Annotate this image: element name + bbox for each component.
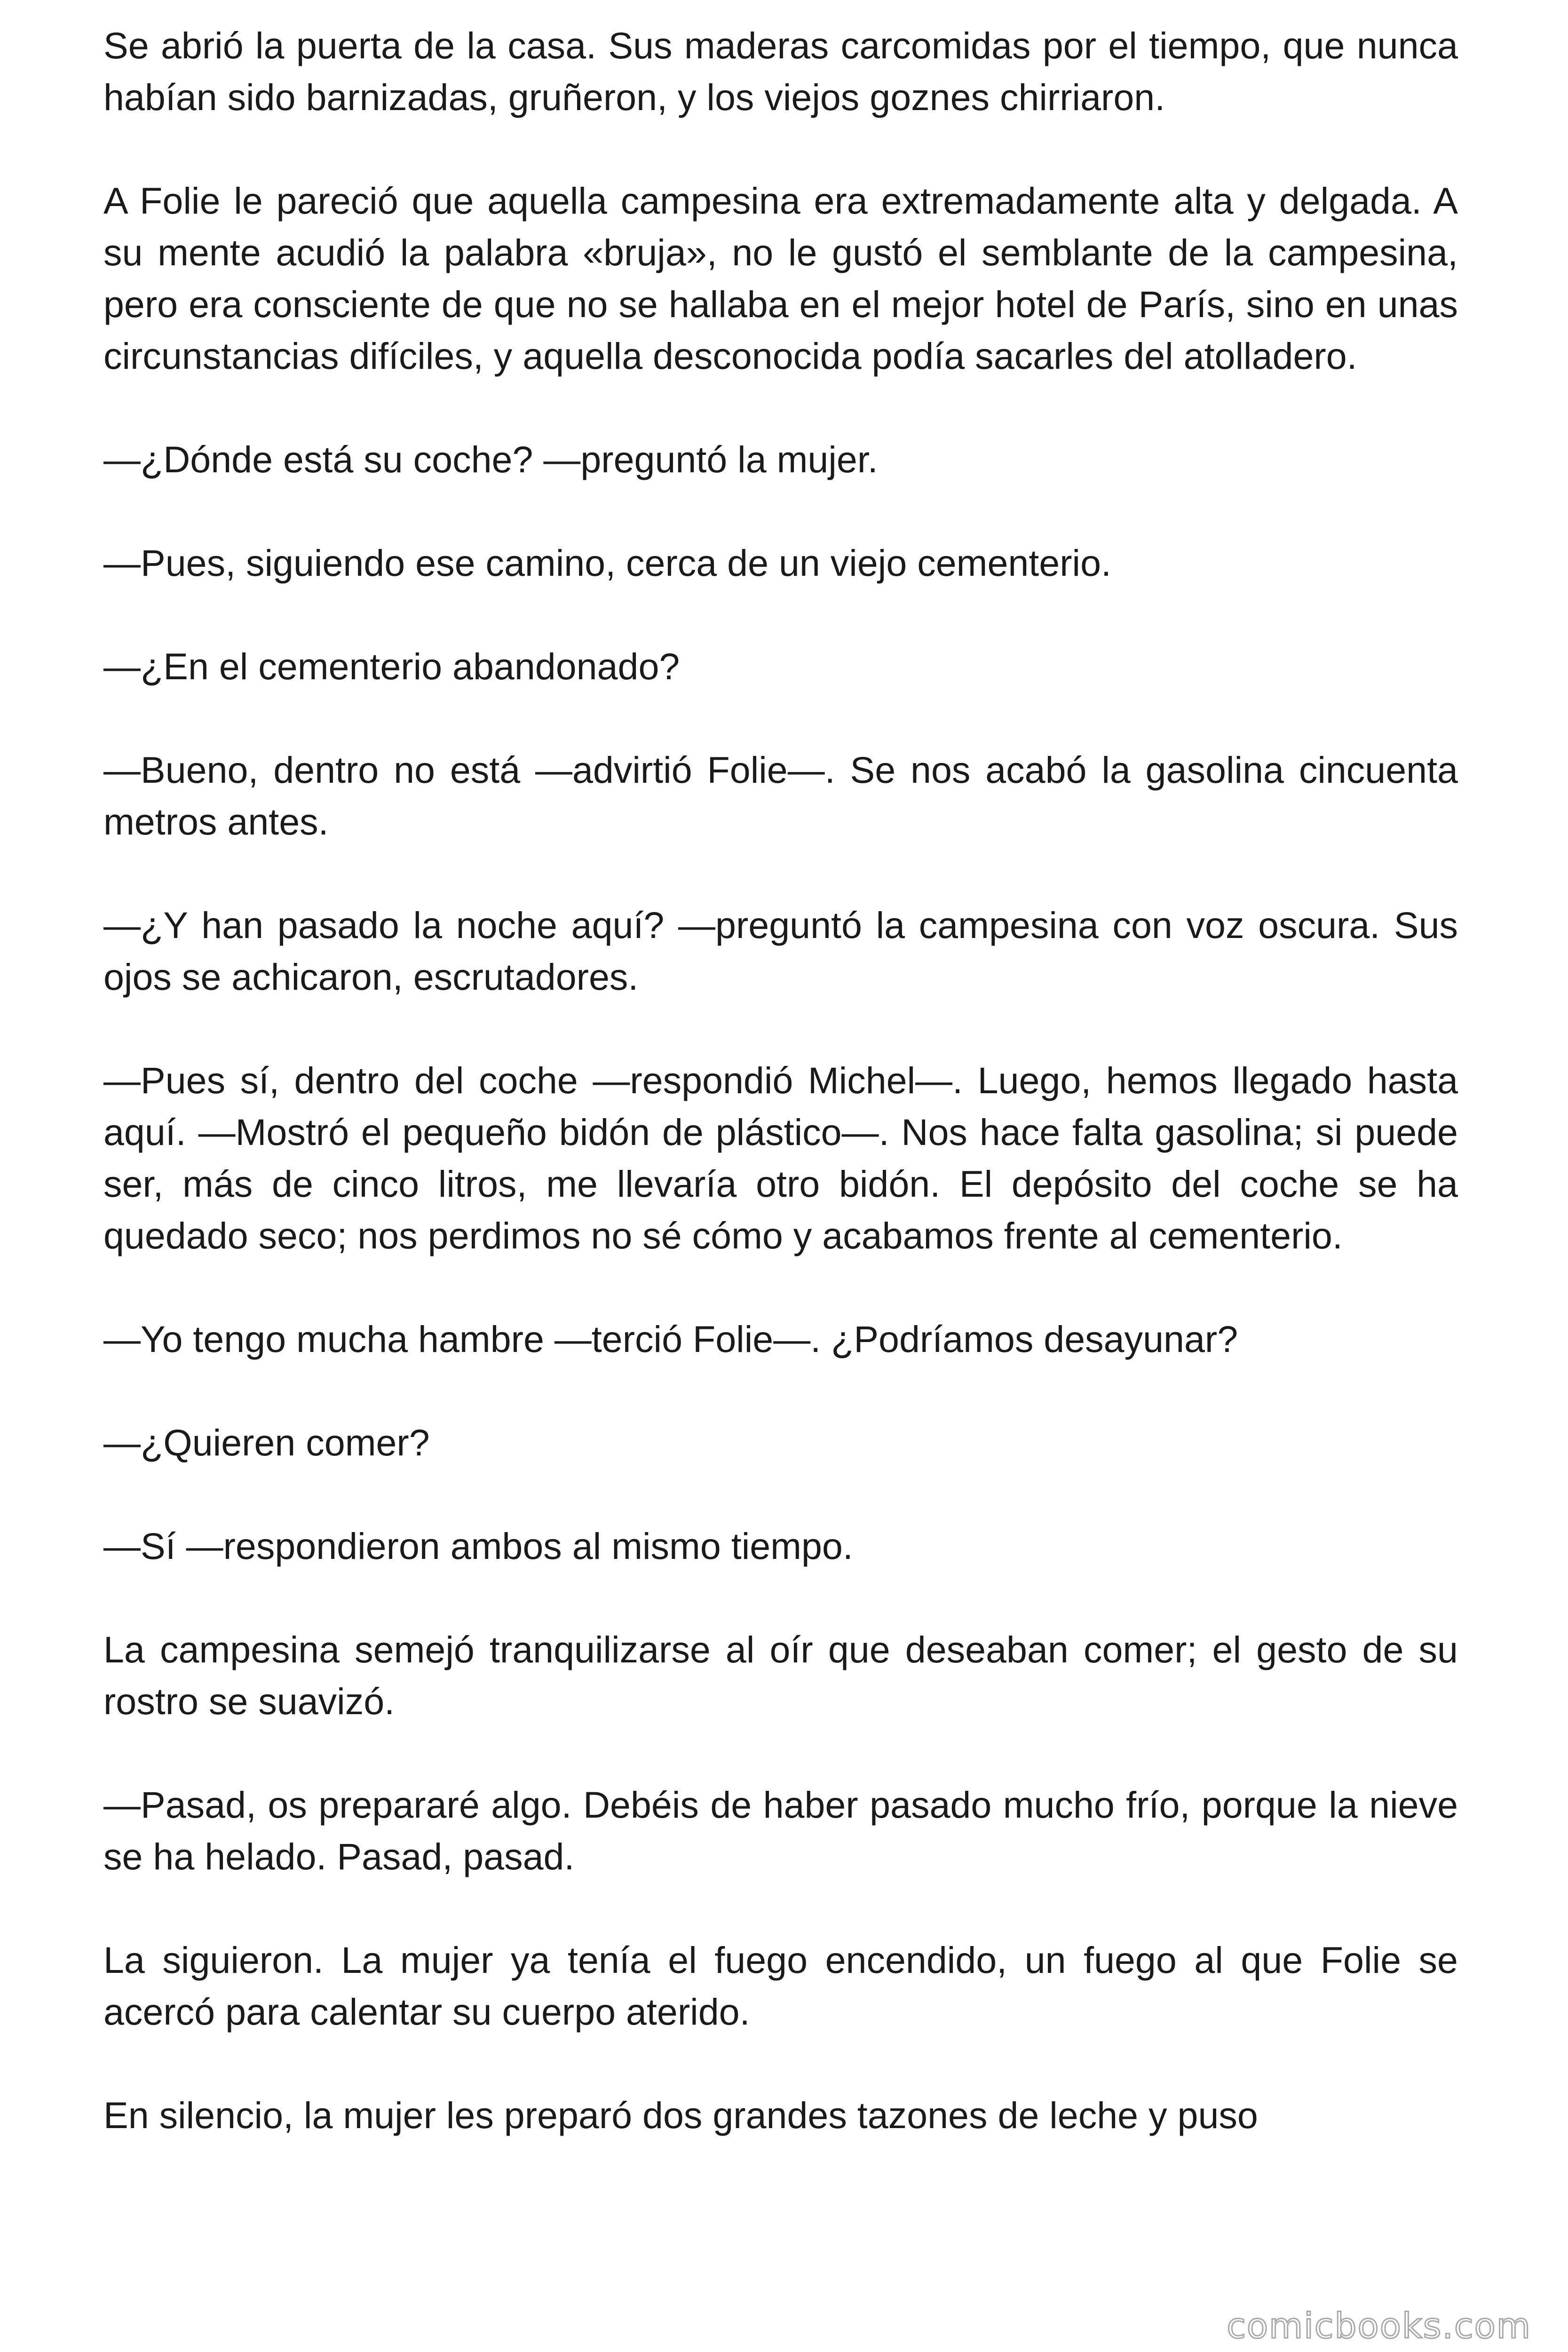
paragraph-8: —Pues sí, dentro del coche —respondió Michel—. Luego, hemos llegado hasta aquí. —Mostró el pequeño bidón de plástico—. Nos hace falta gasolina; si puede ser, más de cinco litros, me llevaría otro bidón. El depósito del coche se ha quedado seco; nos perdimos no sé cómo y acabamos frente al cementerio. xyxy=(103,1059,1458,1256)
paragraph-15: En silencio, la mujer les preparó dos grandes tazones de leche y puso xyxy=(103,2094,1258,2136)
paragraph-5: —¿En el cementerio abandonado? xyxy=(103,645,680,687)
paragraph-3: —¿Dónde está su coche? —preguntó la mujer. xyxy=(103,438,878,480)
paragraph-1: Se abrió la puerta de la casa. Sus maderas carcomidas por el tiempo, que nunca habían sido barnizadas, gruñeron, y los viejos goznes chirriaron. xyxy=(103,24,1458,118)
paragraph-2: A Folie le pareció que aquella campesina era extremadamente alta y delgada. A su mente acudió la palabra «bruja», no le gustó el semblante de la campesina, pero era consciente de que no se hallaba en el mejor hotel de París, sino en unas circunstancias difíciles, y aquella desconocida podía sacarles del atolladero. xyxy=(103,180,1458,377)
paragraph-4: —Pues, siguiendo ese camino, cerca de un viejo cementerio. xyxy=(103,542,1111,584)
paragraph-12: La campesina semejó tranquilizarse al oír que deseaban comer; el gesto de su rostro se suavizó. xyxy=(103,1629,1458,1722)
paragraph-13: —Pasad, os prepararé algo. Debéis de haber pasado mucho frío, porque la nieve se ha helado. Pasad, pasad. xyxy=(103,1784,1458,1877)
paragraph-10: —¿Quieren comer? xyxy=(103,1422,430,1463)
paragraph-9: —Yo tengo mucha hambre —terció Folie—. ¿Podríamos desayunar? xyxy=(103,1318,1238,1360)
body-text xyxy=(103,20,1458,2141)
paragraph-11: —Sí —respondieron ambos al mismo tiempo. xyxy=(103,1525,853,1567)
watermark-text: comicbooks.com xyxy=(1227,2306,1531,2346)
paragraph-14: La siguieron. La mujer ya tenía el fuego encendido, un fuego al que Folie se acercó para calentar su cuerpo aterido. xyxy=(103,1939,1458,2033)
paragraph-7: —¿Y han pasado la noche aquí? —preguntó la campesina con voz oscura. Sus ojos se achicaron, escrutadores. xyxy=(103,904,1458,998)
paragraph-6: —Bueno, dentro no está —advirtió Folie—. Se nos acabó la gasolina cincuenta metros antes. xyxy=(103,749,1458,842)
